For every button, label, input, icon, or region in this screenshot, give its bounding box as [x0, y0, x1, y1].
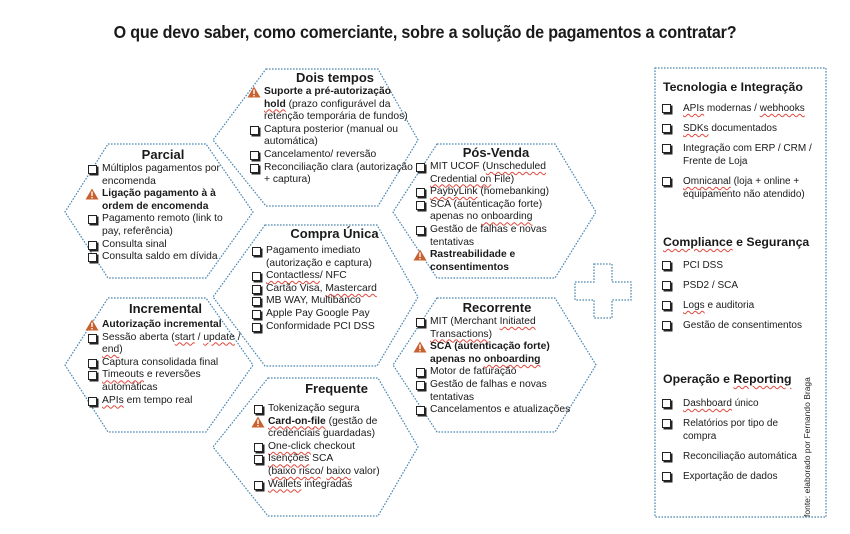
item-text: Cancelamento/ reversão — [264, 148, 377, 160]
checkbox-icon — [250, 151, 259, 160]
item-text: (gestão de credenciais guardadas) — [268, 415, 378, 440]
item-underlined: APIs — [683, 103, 705, 114]
checkbox-icon — [252, 285, 261, 294]
hex-frequente-content — [254, 381, 419, 491]
item-underlined: baixo risco — [271, 465, 321, 477]
item-text: único — [731, 398, 759, 409]
item-text: Gestão de consentimentos — [683, 320, 802, 331]
list-item — [416, 224, 576, 249]
item-underlined: Omnicanal — [683, 176, 731, 187]
checkbox-icon — [662, 104, 671, 113]
item-underlined: onboarding — [483, 353, 541, 365]
list-item-warning — [88, 319, 243, 332]
item-text: Rastreabilidade e consentimentos — [430, 249, 516, 273]
item-text: (homebanking) — [477, 186, 550, 198]
checkbox-icon — [252, 272, 261, 281]
checkbox-icon — [88, 371, 97, 380]
item-text: valor) — [351, 465, 380, 477]
list-item — [252, 295, 417, 308]
panel-list-item — [662, 259, 826, 272]
checkbox-icon — [88, 253, 97, 262]
item-bold-underlined: Card-on-file — [268, 415, 326, 427]
panel-list-item — [662, 175, 826, 201]
item-text: documentados — [708, 123, 777, 134]
item-text: Pagamento imediato (autorização e captura) — [266, 245, 372, 269]
item-underlined: APIs — [102, 394, 124, 406]
checkbox-icon — [416, 226, 425, 235]
section-title — [663, 235, 826, 249]
list-item — [416, 199, 576, 224]
item-underlined: Dashboard — [683, 398, 732, 409]
item-text: e auditoria — [704, 300, 755, 311]
checkbox-icon — [88, 359, 97, 368]
list-item — [88, 163, 238, 188]
checkbox-icon — [250, 126, 259, 135]
warning-icon — [251, 416, 265, 428]
item-underlined: Initiated Transactions — [430, 316, 536, 340]
source-note: fonte: elaborado por Fernando Braga — [802, 377, 812, 517]
list-item — [252, 270, 417, 283]
item-text: / — [320, 465, 327, 477]
item-text: SCA (autenticação forte) apenas no — [430, 341, 550, 365]
panel-list-item — [662, 142, 826, 168]
item-text: MB WAY, Multibanco — [266, 295, 361, 307]
list-item — [252, 308, 417, 321]
list-item-warning — [254, 416, 419, 441]
plus-icon — [575, 264, 631, 318]
list-item — [416, 379, 578, 404]
item-underlined: start — [174, 331, 195, 343]
warning-icon — [85, 319, 99, 331]
checkbox-icon — [416, 318, 425, 327]
hex-title: Recorrente — [462, 300, 532, 315]
checkbox-icon — [252, 310, 261, 319]
list-item — [252, 321, 417, 334]
panel-list-item — [662, 470, 805, 483]
item-underlined: onboarding — [480, 211, 533, 223]
checkbox-icon — [254, 405, 263, 414]
item-text: Autorização incremental — [102, 319, 222, 330]
right-panel — [655, 68, 826, 517]
section-title: Tecnologia e Integração — [663, 80, 803, 94]
item-text: / — [194, 331, 204, 343]
item-text: Cartão Visa, — [266, 282, 326, 294]
hex-compra-unica-content — [252, 226, 417, 333]
item-text: Apple Pay Google Pay — [266, 307, 370, 319]
list-item — [416, 366, 578, 379]
hex-title: Pós-Venda — [462, 145, 530, 160]
section-title-text: Operação e — [663, 372, 734, 386]
item-text: Consulta sinal — [102, 238, 167, 250]
item-text: ) — [119, 344, 123, 356]
section-title — [663, 372, 805, 386]
checkbox-icon — [662, 177, 671, 186]
checkbox-icon — [662, 452, 671, 461]
checkbox-icon — [88, 397, 97, 406]
checkbox-icon — [254, 443, 263, 452]
item-underlined: Wallets — [268, 478, 302, 490]
item-text: SCA (autenticação forte) apenas no — [430, 198, 543, 223]
page-title: O que devo saber, como comerciante, sobre a solução de pagamentos a contratar? — [113, 22, 737, 42]
panel-list-item — [662, 450, 805, 463]
item-text: / NFC — [319, 270, 347, 282]
checkbox-icon — [252, 297, 261, 306]
hex-title: Frequente — [305, 381, 368, 396]
item-bold-underlined: hold — [264, 98, 286, 110]
item-text: Pagamento remoto (link to pay, referência) — [102, 213, 223, 237]
list-item — [254, 403, 419, 416]
item-underlined: baixo — [326, 465, 352, 477]
list-item — [250, 124, 420, 149]
list-item-warning — [250, 86, 420, 124]
item-text: e reversões automáticas — [102, 369, 201, 393]
checkbox-icon — [416, 201, 425, 210]
list-item — [88, 395, 243, 408]
list-item — [416, 186, 576, 199]
checkbox-icon — [254, 481, 263, 490]
list-item — [254, 441, 419, 454]
checkbox-icon — [88, 334, 97, 343]
list-item — [88, 332, 243, 357]
item-text: Tokenização segura — [268, 403, 360, 414]
checkbox-icon — [252, 247, 261, 256]
list-item — [88, 213, 238, 238]
panel-list-item — [662, 122, 826, 135]
checkbox-icon — [662, 144, 671, 153]
checkbox-icon — [662, 124, 671, 133]
item-text: MIT UCOF ( — [430, 161, 486, 172]
checkbox-icon — [88, 241, 97, 250]
hex-parcial-content — [88, 147, 238, 264]
list-item — [88, 239, 238, 252]
item-text: modernas / — [704, 103, 760, 114]
item-text: ( — [268, 465, 272, 477]
item-text: Relatórios por tipo de compra — [683, 418, 779, 442]
section-title-text: e Segurança — [732, 235, 810, 249]
item-underlined: Logs — [683, 300, 705, 311]
item-underlined: update — [203, 331, 235, 343]
list-item — [254, 479, 419, 492]
hex-title: Dois tempos — [295, 70, 374, 85]
item-text: Conformidade PCI DSS — [266, 320, 375, 332]
item-text: em tempo real — [123, 394, 193, 406]
checkbox-icon — [662, 281, 671, 290]
warning-icon — [247, 86, 261, 98]
checkbox-icon — [662, 399, 671, 408]
panel-list-item — [662, 319, 826, 332]
item-text: Ligação pagamento à à ordem de encomenda — [102, 188, 216, 212]
item-underlined: PaybyLink — [430, 186, 478, 198]
item-text: Captura posterior (manual ou automática) — [264, 123, 398, 148]
item-text: Sessão aberta ( — [102, 331, 175, 343]
checkbox-icon — [416, 163, 425, 172]
checkbox-icon — [88, 215, 97, 224]
item-text: Gestão de falhas e novas tentativas — [430, 378, 547, 403]
item-text: Integração com ERP / CRM / Frente de Loja — [683, 143, 812, 167]
hex-dois-tempos-content — [250, 70, 420, 187]
panel-list-item — [662, 279, 826, 292]
item-text: (prazo configurável da retenção temporária de fundos) — [264, 98, 408, 123]
list-item-warning — [416, 249, 576, 274]
list-item-warning — [88, 188, 238, 213]
item-text: Consulta saldo em dívida — [102, 251, 218, 263]
item-underlined: Unscheduled Credential on — [430, 161, 546, 185]
item-text: PCI DSS — [683, 260, 724, 271]
item-text: Motor de faturação — [430, 366, 517, 378]
checkbox-icon — [662, 472, 671, 481]
item-text: / — [234, 331, 241, 343]
hex-title: Incremental — [129, 301, 202, 316]
item-underlined: One-click — [268, 440, 311, 452]
checkbox-icon — [254, 455, 263, 464]
item-underlined: Contactless — [266, 270, 320, 282]
section-title-underlined: Reporting — [733, 372, 792, 386]
item-text: Cancelamentos e atualizações — [430, 404, 571, 416]
item-underlined: webhooks — [759, 103, 805, 114]
section-operacao — [655, 372, 805, 483]
list-item — [416, 316, 578, 341]
checkbox-icon — [250, 164, 259, 173]
item-text: checkout — [310, 440, 355, 452]
item-text: ) — [488, 328, 493, 340]
item-text: PSD2 / SCA — [683, 280, 739, 291]
item-text: Gestão de falhas e novas tentativas — [430, 223, 547, 248]
checkbox-icon — [662, 301, 671, 310]
hex-incremental-content — [88, 301, 243, 407]
hex-title: Compra Única — [290, 226, 379, 241]
checkbox-icon — [662, 321, 671, 330]
item-text: SCA — [309, 453, 334, 465]
item-text: (loja + online + equipamento não atendido) — [683, 176, 805, 200]
checkbox-icon — [88, 165, 97, 174]
list-item — [416, 161, 576, 186]
item-text: integradas — [301, 478, 353, 490]
item-text: Exportação de dados — [683, 471, 778, 482]
list-item — [250, 149, 420, 162]
hex-title: Parcial — [141, 147, 185, 162]
list-item — [88, 357, 243, 370]
warning-icon — [413, 341, 427, 353]
checkbox-icon — [252, 323, 261, 332]
checkbox-icon — [416, 188, 425, 197]
panel-list-item — [662, 417, 805, 443]
item-bold: Suporte a pré-autorização — [264, 86, 392, 97]
item-underlined: end — [102, 344, 120, 356]
list-item — [88, 251, 238, 264]
item-text: Múltiplos pagamentos por encomenda — [102, 163, 220, 187]
list-item — [250, 162, 420, 187]
hex-recorrente-content — [416, 300, 578, 417]
item-text: Reconciliação clara (autorização + captura) — [264, 161, 413, 186]
panel-list-item — [662, 299, 826, 312]
panel-list-item — [662, 397, 805, 410]
item-text: Captura consolidada final — [102, 356, 219, 368]
item-text: File) — [491, 173, 515, 185]
item-underlined: SDKs — [683, 123, 709, 134]
checkbox-icon — [662, 261, 671, 270]
hex-pos-venda-content — [416, 145, 576, 274]
section-compliance — [655, 235, 826, 332]
list-item — [88, 369, 243, 394]
list-item — [416, 404, 578, 417]
section-title-underlined: Compliance — [663, 235, 733, 249]
panel-list-item — [662, 102, 826, 115]
item-text: MIT (Merchant — [430, 316, 500, 327]
list-item — [252, 283, 417, 296]
checkbox-icon — [416, 368, 425, 377]
item-underlined: Mastercard — [325, 282, 377, 294]
list-item — [254, 453, 419, 478]
warning-icon — [85, 188, 99, 200]
checkbox-icon — [662, 419, 671, 428]
list-item-warning — [416, 341, 578, 366]
item-underlined: Timeouts — [102, 369, 144, 381]
list-item — [252, 245, 417, 270]
item-text: Reconciliação automática — [683, 451, 797, 462]
item-underlined: Isenções — [268, 453, 310, 465]
section-tecnologia — [655, 80, 826, 201]
